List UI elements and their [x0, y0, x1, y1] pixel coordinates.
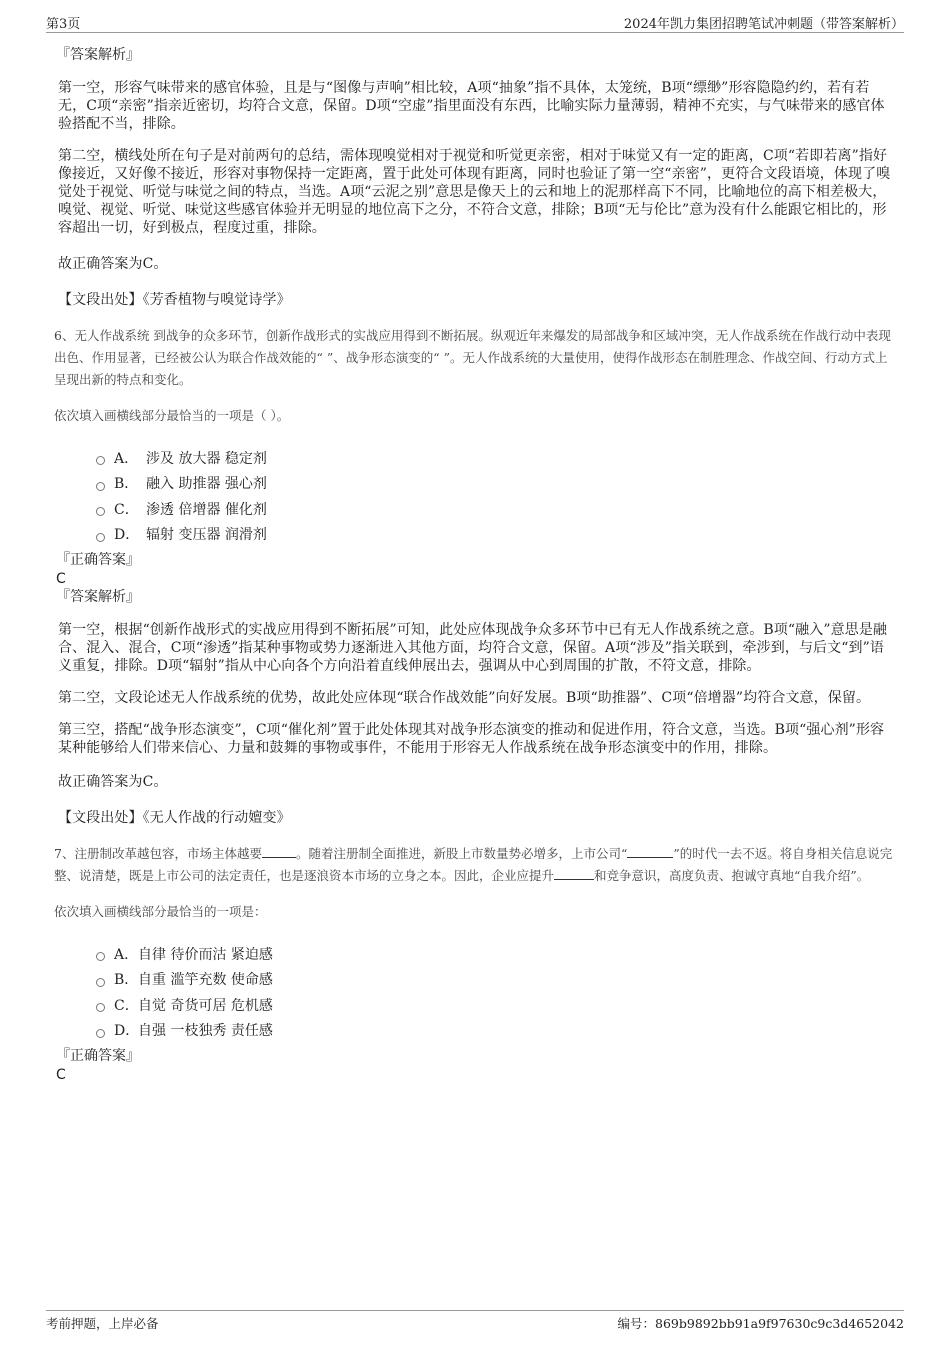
answer-heading: 『正确答案』 — [56, 1048, 140, 1064]
question-prompt: 依次填入画横线部分最恰当的一项是： — [54, 904, 267, 919]
radio-icon[interactable] — [96, 978, 105, 987]
analysis-paragraph: 第二空，文段论述无人作战系统的优势，故此处应体现“联合作战效能”向好发展。B项“助推器”、C项“倍增器”均符合文意，保留。 — [58, 690, 871, 706]
option-d[interactable]: D． 辐射 变压器 润滑剂 — [96, 522, 893, 548]
question-stem: 6、无人作战系统 到战争的众多环节，创新作战形式的实战应用得到不断拓展。纵观近年来爆发的局部战争和区域冲突，无人作战系统在作战行动中表现出色、作用显著，已经被公认为联合作战效能的“ ”、战争形态演变的“ ”。无人作战系统的大量使用，使得作战形态在制胜理念、作战空间、行动方式上呈现出新的特点和变化。 — [54, 328, 891, 387]
footer-slogan: 考前押题，上岸必备 — [46, 1316, 159, 1331]
option-a[interactable]: A． 自律 待价而沽 紧迫感 — [96, 941, 893, 967]
option-a[interactable]: A． 涉及 放大器 稳定剂 — [96, 445, 893, 471]
page-footer — [46, 1310, 904, 1331]
fill-blank — [262, 845, 296, 858]
page-header — [46, 12, 904, 33]
fill-blank — [554, 867, 594, 880]
radio-icon[interactable] — [96, 482, 105, 491]
analysis-heading: 『答案解析』 — [56, 47, 140, 63]
option-b[interactable]: B． 自重 滥竽充数 使命感 — [96, 967, 893, 993]
radio-icon[interactable] — [96, 1003, 105, 1012]
source-citation: 【文段出处】《芳香植物与嗅觉诗学》 — [58, 292, 291, 308]
analysis-heading: 『答案解析』 — [56, 589, 140, 605]
analysis-paragraph: 第二空，横线处所在句子是对前两句的总结，需体现嗅觉相对于视觉和听觉更亲密，相对于味觉又有一定的距离，C项“若即若离”指好像接近，又好像不接近，形容对事物保持一定距离，置于此处可体现有距离，同时也验证了第一空“亲密”，更符合文段语境，体现了嗅觉处于视觉、听觉与味觉之间的特点，当选。A项“云泥之别”意思是像天上的云和地上的泥那样高下不同，比喻地位的高下相差极大，嗅觉、视觉、听觉、味觉这些感官体验并无明显的地位高下之分，不符合文意，排除；B项“无与伦比”意为没有什么能跟它相比的，形容超出一切，好到极点，程度过重，排除。 — [58, 148, 891, 236]
conclusion: 故正确答案为C。 — [58, 256, 168, 272]
question-prompt: 依次填入画横线部分最恰当的一项是（ ）。 — [54, 408, 290, 423]
answer-heading: 『正确答案』 — [56, 552, 140, 568]
document-title: 2024年凯力集团招聘笔试冲刺题（带答案解析） — [623, 17, 904, 32]
fill-blank — [627, 845, 673, 858]
analysis-paragraph: 第三空，搭配“战争形态演变”，C项“催化剂”置于此处体现其对战争形态演变的推动和促进作用，符合文意，当选。B项“强心剂”形容某种能够给人们带来信心、力量和鼓舞的事物或事件，不能用于形容无人作战系统在战争形态演变中的作用，排除。 — [58, 722, 885, 756]
page-number: 第3页 — [46, 17, 81, 32]
option-d[interactable]: D． 自强 一枝独秀 责任感 — [96, 1018, 893, 1044]
document-id: 编号：869b9892bb91a9f97630c9c3d4652042 — [617, 1316, 904, 1331]
analysis-paragraph: 第一空，根据“创新作战形式的实战应用得到不断拓展”可知，此处应体现战争众多环节中已有无人作战系统之意。B项“融入”意思是融合、混入、混合，C项“渗透”指某种事物或势力逐渐进入其他方面，均符合文意，保留。A项“涉及”指关联到，牵涉到，与后文“到”语义重复，排除。D项“辐射”指从中心向各个方向沿着直线伸展出去，强调从中心到周围的扩散，不符文意，排除。 — [58, 622, 888, 674]
source-citation: 【文段出处】《无人作战的行动嬗变》 — [58, 810, 291, 826]
option-c[interactable]: C． 自觉 奇货可居 危机感 — [96, 992, 893, 1018]
answer-value: C — [56, 571, 66, 587]
radio-icon[interactable] — [96, 952, 105, 961]
radio-icon[interactable] — [96, 507, 105, 516]
option-list — [96, 445, 893, 547]
document-body — [54, 46, 893, 1084]
option-list — [96, 941, 893, 1043]
question-stem: 7、注册制改革越包容，市场主体越要 。随着注册制全面推进，新股上市数量势必增多，上市公司“ ”的时代一去不返。将自身相关信息说完整、说清楚，既是上市公司的法定责任，也是逐浪资本市场的立身之本。因此，企业应提升 和竞争意识，高度负责、抱诚守真地“自我介绍”。 — [54, 846, 893, 883]
option-c[interactable]: C． 渗透 倍增器 催化剂 — [96, 496, 893, 522]
analysis-paragraph: 第一空，形容气味带来的感官体验，且是与“图像与声响”相比较，A项“抽象”指不具体，太笼统，B项“缥缈”形容隐隐约约，若有若无，C项“亲密”指亲近密切，均符合文意，保留。D项“空虚”指里面没有东西，比喻实际力量薄弱，精神不充实，与气味带来的感官体验搭配不当，排除。 — [58, 80, 885, 132]
conclusion: 故正确答案为C。 — [58, 774, 168, 790]
radio-icon[interactable] — [96, 533, 105, 542]
radio-icon[interactable] — [96, 1029, 105, 1038]
answer-value: C — [56, 1067, 66, 1083]
option-b[interactable]: B． 融入 助推器 强心剂 — [96, 471, 893, 497]
radio-icon[interactable] — [96, 456, 105, 465]
